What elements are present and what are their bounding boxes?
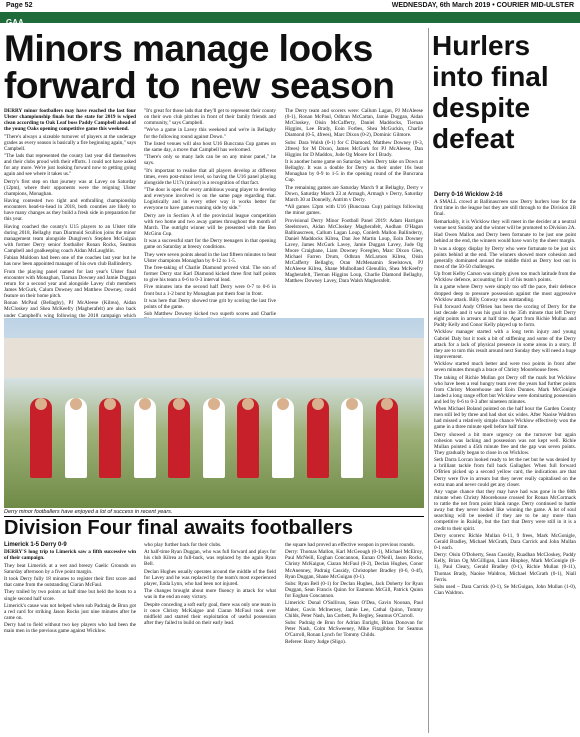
main-para: From the playing panel named for last year's Ulster final encounter with Monaghan, Tiarnan Downey and Jamie Duggan return for a second year and alongside Lavey club members James McGurk, Calum Downey and Matthew Downey, could feature on their home pitch.	[4, 268, 136, 300]
main-story-col2	[144, 108, 276, 316]
player-figure	[272, 398, 294, 478]
second-para: who play further back for their clubs.	[144, 542, 222, 548]
side-headline: Hurlers into final despite defeat	[432, 30, 549, 154]
side-para: Derry: Oisin O'Doherty, Sean Cassidy, Ruadhan McCloskey, Paddy Kelly, Brian Og McGilligan, Liam Hinphey, Mark McGonigle (0-1), Paul Cleary, Gerald Bradley (0-1), Richie Mullan (0-11), Thomas Brady, Naoise Waldron, Michael McGrath (0-1), Niall Ferris.	[434, 552, 576, 583]
publication-date: WEDNESDAY, 6th March 2019 • COURIER MID-ULSTER	[391, 2, 574, 9]
second-para: Subs: Padraig de Brun for Adrian Enright, Brian Donovan for Peter Nash, Colm McSweeney, Mike Fitzgibbon for Seamus O'Carroll, Ronan Lynch for Tommy Childs.	[285, 619, 423, 639]
side-para: Derry scorers: Richie Mullan 0-11, 9 frees, Mark McGonigle, Gerald Bradley, Michael McGrath, Dara Carrick and John Mullan 0-1 each.	[434, 532, 576, 551]
side-para: Remarkably, it is Wicklow they will meet in the decider at a neutral venue next Sunday and the winner will be promoted to Division 2A.	[434, 218, 576, 231]
player-figure	[341, 398, 363, 478]
side-para: It was a sloppy display by Derry who were fortunate to be just six points behind at the end. The winners showed more cohesion and generally dominated around the middle third as Derry lost out in most of the 50-50 challenges.	[434, 245, 576, 270]
main-para: Having coached the county's U15 players to an Ulster title during 2018, Bellaghy man Diarmuid Scullion joins the minor management team alongside Dungiven's Stephen McGuigan with former Derry senior footballer Ronan Rocks, Seamus Campbell and goalkeeping coach Aidan McLaughlin.	[4, 223, 136, 254]
second-para: Declan Hughes usually operates around the middle of the field for Lavey and he was replaced by the team's most experienced player, Enda Lynn, who had been not injured.	[144, 568, 276, 587]
main-para: Derry's first step on that journey was at Lavey on Saturday (12pm), where their opponents were the reigning Ulster champions, Monaghan.	[4, 178, 136, 197]
side-para: Wicklow started much better and were two points in front after seven minutes through a brace of Christy Moorehouse frees.	[434, 361, 576, 374]
player-figure	[65, 398, 87, 478]
main-para: "The lads that represented the county last year did themselves and their clubs proud with their efforts. I could not have asked for any more. We're just looking forward now to getting going again and see where it takes us."	[4, 153, 136, 178]
main-para: Ronan McPaul (Bellaghy), PJ McAleese (Kilrea), Aidan McCloskey and Shea McKeefry (Magherafelt) are also back under Campbell's wing following the 2018 campaign which	[4, 300, 136, 319]
second-para: At half-time Ryan Duggan, who was full forward and plays for his club Kilrea at full-back, was replaced by the again Ryan Bell.	[144, 549, 276, 568]
main-para: "There's always a sizeable turnover of players at the underage grades as every season is basically a fire beginning again," says Campbell.	[4, 133, 136, 152]
main-para: It was a successful start for the Derry teenagers in that opening game on Saturday at breezy conditions.	[144, 238, 276, 251]
player-figure	[203, 398, 225, 478]
column-divider	[428, 28, 429, 733]
second-para: Subs: Ryan Bell (0-1) for Declan Hughes, Jack Doherty for Ryan Duggan, Sean Francis Quinn for Eamonn McGill, Patrick Quinn for Eoghan Concannon.	[285, 580, 423, 600]
second-para: They trailed by two points at half time but held the hosts to a single second half score.	[4, 589, 136, 602]
player-figure	[99, 398, 121, 478]
second-para: Derry: Thomas Mallon, Karl McGeough (0-1), Michael McElroy, Paul McNeill, Eoghan Concannon, Eunan O'Neill, Jason Rocks, Christy McKaigue, Ciaran McFaul (0-2), Declan Hughes, Conor McAnenney, Padraig Cassidy, Christopher Bradley (0-6, 0-4f), Ryan Duggan, Shane McGuigan (0-1).	[285, 549, 423, 580]
team-para: The Derry team and scorers were: Callum Lagan, PJ McAleese (0-1), Ronan McPaul, Odhran McCartan, Jamie Duggan, Aidan McCloskey, Oisin McCafferty, Daniel Maddocks, Tiernan Higgins, Lee Brady, Eoin Forbes, Shea McGuckin, Charlie Diamond (0-5, 4frees), Marc Dixon (0-2), Dominic Gilmore.	[285, 108, 423, 139]
second-para: Derry had to field without two key players who had been the main men in the previous game against Wicklow.	[4, 622, 136, 635]
main-para: "There's only so many lads can be on any minor panel," he says.	[144, 154, 276, 167]
main-story-col1	[4, 108, 136, 319]
second-para: Despite conceding a soft early goal, there was only one team in it once Christy McKaigue and Ciaran McFaul took over midfield and started their exploitation of useful possession after they failed to build on their early lead.	[144, 601, 276, 626]
section-bar	[0, 12, 580, 27]
second-story-col2	[144, 542, 276, 734]
photo-caption: Derry minor footballers have enjoyed a lot of success in recent years.	[4, 509, 173, 515]
photo-players	[24, 388, 404, 478]
side-para: Full forward Andy O'Brien has been the scoring of Derry for the last decade and it was his goal in the 35th minute that left Derry eight points in arrears at half time. Apart from Richie Mullan and Paddy Kelly and Conor Kelly played up to form.	[434, 303, 576, 329]
player-figure	[134, 398, 156, 478]
main-para: It was here that Derry showed true grit by scoring the last five points of the game.	[144, 297, 276, 310]
main-para: Five minutes into the second half Derry were 0-7 to 0-6 in front but a 1-2 burst by Monaghan put them four in front.	[144, 284, 276, 297]
player-figure	[307, 398, 329, 478]
main-para: "It's important to realise that all players develop at different times, even post-minor level, so having the U16 panel playing alongside the U17s (minor) is a recognition of that fact.	[144, 167, 276, 186]
main-headline: Minors manage looks forward to new season	[4, 28, 395, 106]
second-story-col3	[285, 542, 423, 734]
main-para: Fabian Muldoon had been one of the coaches last year but he has now been appointed manager of his own club Ballinderry.	[4, 255, 136, 268]
side-para: In a game where Derry were simply too off the pace, their defence dropped deep to pressure possession against the most aggressive Wicklow attack. Billy Conway was outstanding.	[434, 284, 576, 303]
side-para: Up front Kelby Carson was simply given too much latitude from the Wicklow defence, accounting for 11 of his team's points.	[434, 271, 576, 284]
main-para: The listed venues will also host U16 Buncrana Cup games on the same day, a move that Campbell has welcomed.	[144, 140, 276, 153]
second-para: Limerick: Donal O'Sullivan, Sean O'Dea, Gavin Noonan, Paul Maher, Gavin McInerney, Jamie Lee, Cathal Quinn, Tommy Childs, Peter Nash, Ian Corbett, Pa Begley, Seamus O'Carroll.	[285, 600, 423, 619]
main-para: "It's great for those lads that they'll get to represent their county on their own club pitches in front of their family friends and community," says Campbell.	[144, 108, 276, 127]
second-para: The changes brought about more fluency in attack for what was in the end an easy victory.	[144, 588, 276, 601]
section-label: GAA	[6, 18, 24, 27]
page-number: Page 52	[6, 2, 33, 9]
side-para: A SMALL crowd at Ballinascreen saw Derry hurlers lose for the first time in the league but they are still through to the Division 2B final.	[434, 199, 576, 218]
side-para: Seth Darra Lorcan looked ready to let the net but he was denied by a brilliant tackle from full back Gallagher. When full forward O'Brien picked up a second yellow card, the indications are that Derry were five in arrears but they never really capitalised on the extra man and never could get any closer.	[434, 457, 576, 488]
team-photo	[4, 318, 424, 508]
main-para: The free-taking of Charlie Diamond proved vital. The son of former Derry star Karl Diamond kicked three first half points to give his team a 0-6 to 0-3 interval lead.	[144, 264, 276, 284]
side-story	[434, 192, 576, 734]
main-para: Having contested two tight and enthralling championship encounters head-to-head in 2018, both counties are likely to have many changes as they build a fresh side in preparation for this year.	[4, 198, 136, 223]
team-para: *All games 12pm with U16 (Buncrana Cup) pairings following the minor games.	[285, 204, 423, 217]
main-para: "The door is open for every ambitious young player to develop and everyone involved is on the same page regarding that. Logistically and in every other way it works better for everyone to have games running side by side."	[144, 187, 276, 212]
second-para: the square had proved an effective weapon in previous rounds.	[285, 542, 415, 548]
photo-background	[4, 338, 424, 378]
second-para: They beat Limerick at a wet and breezy Gaelic Grounds on Saturday afternoon by a five point margin.	[4, 562, 136, 575]
second-score: Limerick 1-5 Derry 0-9	[4, 542, 67, 548]
main-para: Derry are in Section A of the provincial league competition with two home and two away games throughout the month of March. The outright winner will be presented with the Ben McGinn Cup.	[144, 212, 276, 237]
team-para: It is another home game on Saturday when Derry take on Down at Bellaghy. It was a double for Derry as their under 16s beat Monaghan by 0-9 to 1-5 in the opening round of the Buncrana Cup.	[285, 159, 423, 184]
second-headline: Division Four final awaits footballers	[4, 517, 353, 539]
side-para: Wicklow manager started with a long term injury and young Gabriel Daly but it took a bit of stiffening and some of the Derry attack for a lack of physical presence in some areas in a story. If they are to turn this result around next Sunday they will need a huge improvement.	[434, 329, 576, 360]
side-para: Derry showed a bit more urgency on the turnover but again cohesion was lacking and possession was not kept well. Richie Mullan pointed a 45th minute free and the gap was seven points. They gradually began to close in on Wicklow.	[434, 431, 576, 456]
side-para: Had Owen Mallon and Derry been fortunate to be just one point behind at the end, the winners would have won by the sheer margin.	[434, 232, 576, 245]
main-para: "We've a game in Lavey this weekend and we're in Bellaghy for the following round against Down."	[144, 127, 276, 140]
team-para: Provisional Derry Minor Football Panel 2019: Adam Harrigan Steelstown, Aidan McCloskey Magherafelt, Aodhan O'Hagan Ballinascreen, Callum Lagan Loup, Conleth Mallon Ballinderry, Daniel Maddocks Kilrea, Dan Joe Martin Loup, Eoin Downey Lavey, James McGurk Lavey, Jamie Duggan Lavey, Jude Og Moore Craigbane, Liam Downey Foreglen, Marc Dixon Glen, Michael Farren Drum, Odhran McLarnon Kilrea, Oisin McCafferty Bellaghy, Oran McMenamin Steelstown, PJ McAleese Kilrea, Shane Mulholland Glenullin, Shea McKeefry Magherafelt, Tiernan Higgins Loup, Charlie Diamond Bellaghy, Matthew Downey Lavey, Dara Walsh Magherafelt.	[285, 217, 423, 285]
main-para: They were seven points ahead in the last fifteen minutes to beat Ulster champions Monaghan by 0-12 to 1-5.	[144, 251, 276, 264]
team-box	[285, 108, 423, 316]
team-para: Subs: Dara Walsh (0-1) for C Diamond, Matthew Downey (0-3, 2frees) for M Dixon, James McGurk for PJ McAleese, Dan Higgins for D Maddox, Jude Og Moore for I Brady.	[285, 139, 423, 158]
side-score: Derry 0-16 Wicklow 2-16	[434, 192, 503, 198]
second-para: DERRY'S long trip to Limerick saw a fifth successive win of their campaign.	[4, 549, 136, 562]
second-para: Referee: Barry Judge (Sligo).	[285, 639, 347, 646]
player-figure	[237, 398, 259, 478]
player-figure	[30, 398, 52, 478]
team-para: The remaining games are Saturday March 9 at Bellaghy, Derry v Down, Saturday March 23 at Armagh, Armagh v Derry, Saturday March 30 at Donnelly, Antrim v Derry.	[285, 184, 423, 203]
second-para: Limerick's cause was not helped when sub Padraig de Brun got a red card for striking Jason Rocks just nine minutes after he came on.	[4, 602, 136, 621]
main-intro: DERRY minor footballers may have reached the last four Ulster championship finals but the state for 2019 is wiped clean according to Oak Leaf boss Paddy Campbell ahead of the young Oaks opening competitive game this weekend.	[4, 108, 136, 133]
second-para: It took Derry fully 18 minutes to register their first score and that came from the outstanding Ciaran McFaul.	[4, 576, 136, 589]
player-figure	[168, 398, 190, 478]
side-para: When Michael Boland pointed on the half hour the Garden County men still led by three and had shot six wides. After Naoise Waldron had missed a relatively simple chance Wicklow effectively won the game in a three minute spell before half time.	[434, 406, 576, 431]
page-header	[0, 0, 580, 12]
second-story-col1	[4, 542, 136, 734]
side-para: The taking of Richie Mullan got Derry off the mark but Wicklow who have been a real hungry team over the years had further points from Christy Moorehouse and Eoin Dunnes. Mark McGonigle landed a long range effort but Wicklow were dominating possession and led by 0-6 to 0-3 after nineteen minutes.	[434, 374, 576, 405]
player-figure	[376, 398, 398, 478]
side-para: Subs used – Dara Carrick (0-1), Se McGuigan, John Mullan (1-0), Cian Waldron.	[434, 583, 576, 596]
side-para: Any vague chance that they may have had was gone in the 68th minute when Christy Moorehouse crossed for Ronan McCormack to rattle the net from point blank range. Derry continued to battle away but they never looked like winning the game. A lot of soul searching will be needed if they are to be any more than competitive in Ruislip, but the fact that Derry were still in it is a credit to their spirit.	[434, 488, 576, 532]
main-para: Sub Matthew Downey kicked two superb scores and Charlie	[144, 311, 276, 318]
